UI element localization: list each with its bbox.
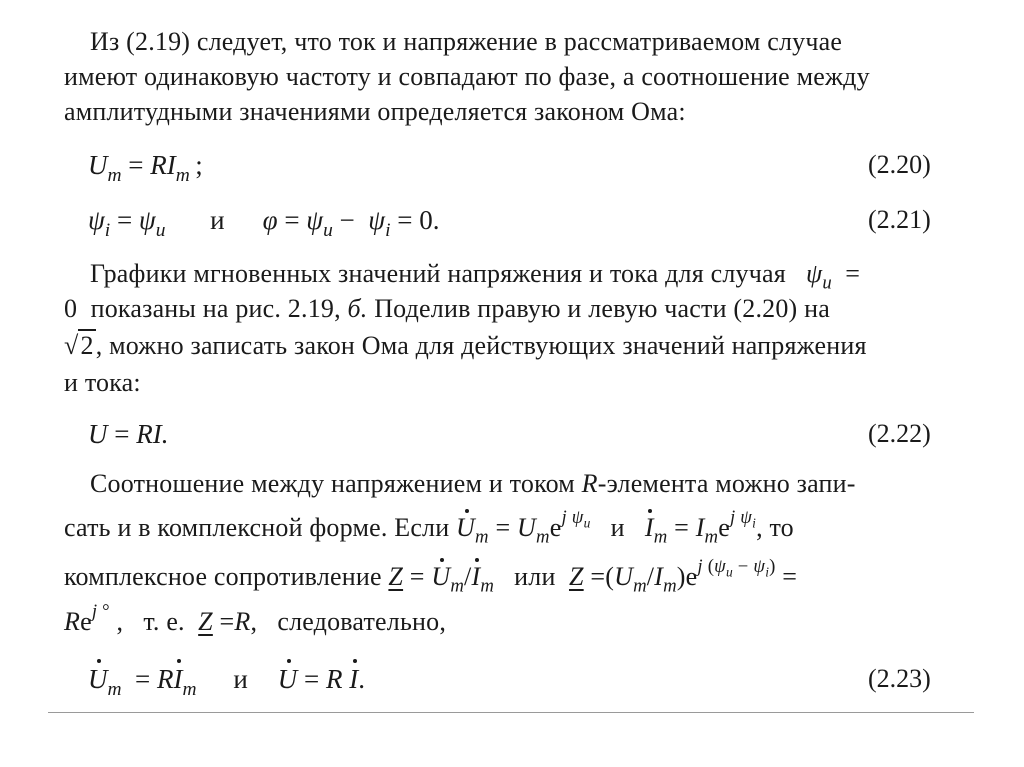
paragraph-3-line-1: Соотношение между напряжением и током R-элемента можно запи-	[90, 469, 856, 498]
equation-2-20: $U_m = RI_m$ ;	[88, 150, 203, 186]
text-run: -элемента можно запи-	[597, 469, 856, 498]
text-run: Соотношение между напряжением и током	[90, 469, 575, 498]
paragraph-3-line-4: $Re^{j ^\circ}$ , т. е. Z =R, следовательно,	[64, 600, 447, 636]
equation-2-23: $U_m = RI_m$ и U = R I.	[88, 664, 366, 700]
text-run: , можно записать закон Ома для действующих значений напряжения	[95, 331, 867, 360]
paragraph-3-line-2: сать и в комплексной форме. Если $U_m = U_me^{j \psi_u}$ и $I_m = I_me^{j \psi_i}$, то	[64, 506, 794, 548]
paragraph-1-line-1	[90, 26, 990, 58]
paragraph-1-line-3	[64, 96, 964, 128]
text-run-italic: б.	[347, 294, 368, 323]
conjunction-and: и	[210, 205, 225, 235]
text-run: и тока:	[64, 368, 141, 397]
text-run: , то	[756, 513, 794, 542]
text-run: показаны на рис. 2.19,	[90, 294, 341, 323]
text-run: сать и в комплексной форме. Если	[64, 513, 450, 542]
text-run: Графики мгновенных значений напряжения и тока для случая	[90, 259, 786, 288]
paragraph-2-line-3	[64, 330, 964, 362]
text-run: Поделив правую и левую части (2.20) на	[374, 294, 830, 323]
equation-number-2-20: (2.20)	[868, 150, 931, 179]
paragraph-3-line-3: комплексное сопротивление $Z = U_m/I_m$ или $Z =(U_m/I_m)e^{j (\psi_u - \psi_i)}$ =	[64, 555, 798, 597]
equation-number-2-21: (2.21)	[868, 205, 931, 234]
text-run: т. е.	[143, 607, 185, 636]
paragraph-2-line-1: Графики мгновенных значений напряжения и тока для случая $\psi_u$ =	[90, 259, 861, 294]
text-run: и	[610, 513, 625, 542]
equation-2-22: U = RI.	[88, 419, 169, 449]
text-run: или	[514, 562, 556, 591]
text-run: Из (2.19) следует, что ток и напряжение в рассматриваемом случае	[90, 27, 843, 56]
page-bottom-rule	[48, 712, 974, 713]
paragraph-1-line-2	[64, 61, 964, 93]
equation-2-21: $\psi_i = \psi_u$ и $\varphi = \psi_u - \psi_i = 0$.	[88, 205, 440, 241]
paragraph-2-line-2	[64, 293, 964, 325]
text-run: амплитудными значениями определяется законом Ома:	[64, 97, 686, 126]
equation-number-2-22: (2.22)	[868, 419, 931, 448]
sqrt-2: √2	[64, 331, 94, 360]
conjunction-and: и	[233, 664, 248, 694]
equation-number-2-23: (2.23)	[868, 664, 931, 693]
text-run: комплексное сопротивление	[64, 562, 382, 591]
paragraph-2-line-4	[64, 367, 964, 399]
text-run: следовательно,	[277, 607, 447, 636]
text-run: 0	[64, 294, 78, 323]
text-run: имеют одинаковую частоту и совпадают по фазе, а соотношение между	[64, 62, 870, 91]
